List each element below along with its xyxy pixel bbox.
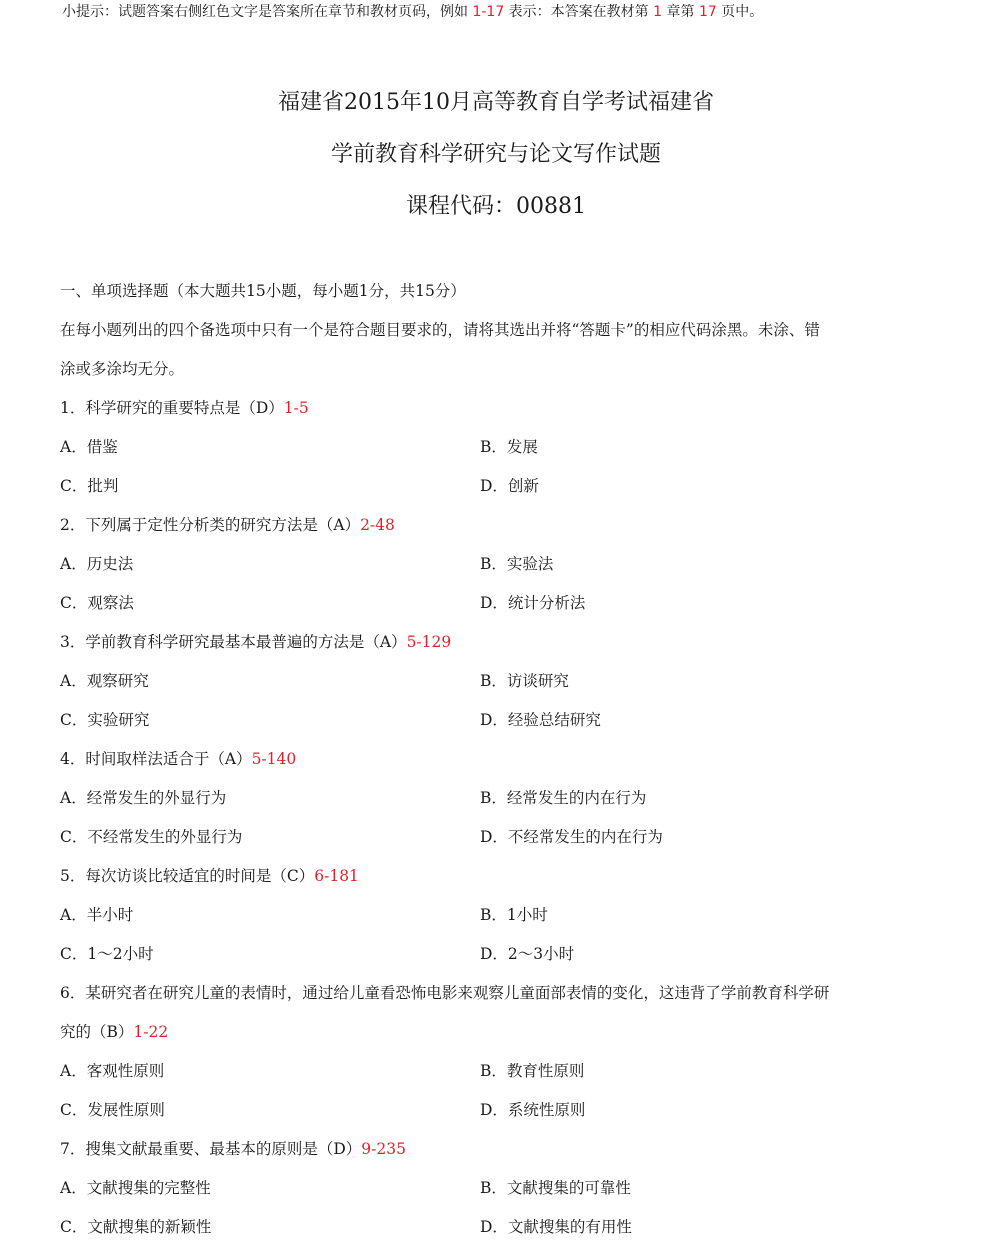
options-row [60, 1173, 940, 1212]
options-row [60, 1212, 940, 1251]
option: C．文献搜集的新颖性 [60, 1218, 212, 1236]
options-row [60, 822, 940, 861]
options-row [60, 900, 940, 939]
option: D．2～3小时 [480, 945, 575, 963]
options-row [60, 1095, 940, 1134]
option: B．实验法 [480, 555, 554, 573]
options-row [60, 939, 940, 978]
answer-ref: 6-181 [314, 867, 359, 885]
answer-ref: 1-5 [283, 399, 309, 417]
options-row [60, 471, 940, 510]
options-row [60, 1056, 940, 1095]
section-instructions: 在每小题列出的四个备选项中只有一个是符合题目要求的，请将其选出并将“答题卡”的相应代码涂黑。未涂、错 [60, 321, 820, 339]
question-text: 3．学前教育科学研究最基本最普遍的方法是（A） [60, 633, 407, 651]
section-heading: 一、单项选择题（本大题共15小题，每小题1分，共15分） [60, 282, 466, 300]
answer-ref: 1-22 [133, 1023, 169, 1041]
option: A．客观性原则 [60, 1062, 165, 1080]
question-continuation [60, 1017, 940, 1056]
exam-subject: 学前教育科学研究与论文写作试题 [330, 142, 661, 167]
option: A．文献搜集的完整性 [60, 1179, 211, 1197]
option: B．发展 [480, 438, 538, 456]
option: A．历史法 [60, 555, 134, 573]
question-text: 6．某研究者在研究儿童的表情时，通过给儿童看恐怖电影来观察儿童面部表情的变化，这违背了学前教育科学研 [60, 984, 830, 1002]
answer-ref: 2-48 [360, 516, 395, 534]
option: C．批判 [60, 477, 119, 495]
option: A．半小时 [60, 906, 134, 924]
option: C．发展性原则 [60, 1101, 165, 1119]
question-text: 7．搜集文献最重要、最基本的原则是（D） [60, 1140, 362, 1158]
option: A．观察研究 [60, 672, 149, 690]
tip-example-ref: 1-17 [472, 4, 505, 20]
tip-text: 章第 [662, 4, 699, 20]
question [60, 978, 940, 1017]
exam-title: 福建省2015年10月高等教育自学考试福建省 [278, 90, 714, 115]
question [60, 744, 940, 783]
section-instructions: 涂或多涂均无分。 [60, 360, 185, 378]
tip-page: 17 [698, 4, 717, 20]
options-row [60, 432, 940, 471]
option: D．系统性原则 [480, 1101, 586, 1119]
options-row [60, 705, 940, 744]
question-text: 2．下列属于定性分析类的研究方法是（A） [60, 516, 361, 534]
option: D．统计分析法 [480, 594, 586, 612]
tip-text: 页中。 [716, 4, 764, 20]
option: A．借鉴 [60, 438, 118, 456]
answer-ref: 5-129 [406, 633, 452, 651]
answer-ref: 5-140 [251, 750, 297, 768]
question-text: 5．每次访谈比较适宜的时间是（C） [60, 867, 315, 885]
tip-text: 小提示：试题答案右侧红色文字是答案所在章节和教材页码，例如 [62, 4, 473, 20]
option: C．观察法 [60, 594, 134, 612]
answer-ref: 9-235 [361, 1140, 406, 1158]
options-row [60, 666, 940, 705]
option: B．经常发生的内在行为 [480, 789, 647, 807]
question-text: 4．时间取样法适合于（A） [60, 750, 252, 768]
option: C．不经常发生的外显行为 [60, 828, 243, 846]
tip-banner [62, 3, 763, 21]
option: B．教育性原则 [480, 1062, 585, 1080]
question [60, 861, 940, 900]
option: B．访谈研究 [480, 672, 569, 690]
option: B．文献搜集的可靠性 [480, 1179, 631, 1197]
option: D．经验总结研究 [480, 711, 601, 729]
question-text: 究的（B） [60, 1023, 134, 1041]
option: D．文献搜集的有用性 [480, 1218, 632, 1236]
tip-chapter: 1 [653, 4, 663, 20]
option: B．1小时 [480, 906, 548, 924]
exam-body [60, 276, 940, 1251]
options-row [60, 549, 940, 588]
question [60, 510, 940, 549]
course-code: 课程代码：00881 [406, 194, 586, 219]
question [60, 1134, 940, 1173]
options-row [60, 588, 940, 627]
tip-text: 表示：本答案在教材第 [504, 4, 654, 20]
question-text: 1．科学研究的重要特点是（D） [60, 399, 284, 417]
option: D．不经常发生的内在行为 [480, 828, 663, 846]
option: C．实验研究 [60, 711, 150, 729]
option: D．创新 [480, 477, 539, 495]
option: A．经常发生的外显行为 [60, 789, 227, 807]
question [60, 393, 940, 432]
option: C．1～2小时 [60, 945, 154, 963]
options-row [60, 783, 940, 822]
question [60, 627, 940, 666]
